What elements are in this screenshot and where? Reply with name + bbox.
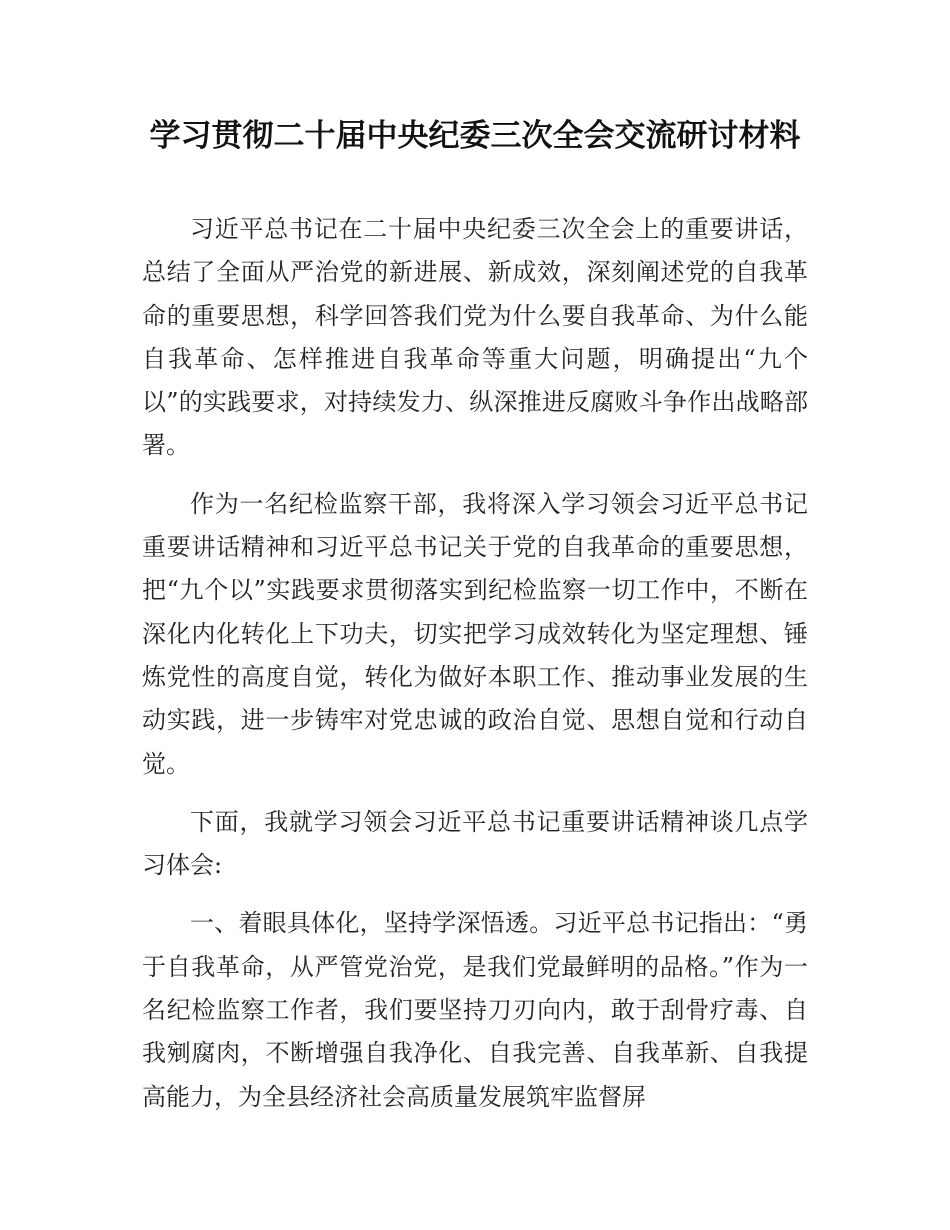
paragraph-2: 作为一名纪检监察干部，我将深入学习领会习近平总书记重要讲话精神和习近平总书记关于党的自我革命的重要思想，把“九个以”实践要求贯彻落实到纪检监察一切工作中，不断在深化内化转化上下功夫，切实把学习成效转化为坚定理想、锤炼党性的高度自觉，转化为做好本职工作、推动事业发展的生动实践，进一步铸牢对党忠诚的政治自觉、思想自觉和行动自觉。	[142, 489, 808, 778]
document-title: 学习贯彻二十届中央纪委三次全会交流研讨材料	[149, 118, 801, 154]
paragraph-3: 下面，我就学习领会习近平总书记重要讲话精神谈几点学习体会:	[142, 807, 808, 880]
paragraph-4: 一、着眼具体化，坚持学深悟透。习近平总书记指出：“勇于自我革命，从严管党治党，是我们党最鲜明的品格。”作为一名纪检监察工作者，我们要坚持刀刃向内，敢于刮骨疗毒、自我剜腐肉，不断增强自我净化、自我完善、自我革新、自我提高能力，为全县经济社会高质量发展筑牢监督屏	[142, 909, 808, 1111]
document-body	[142, 208, 808, 1134]
paragraph-1: 习近平总书记在二十届中央纪委三次全会上的重要讲话，总结了全面从严治党的新进展、新成效，深刻阐述党的自我革命的重要思想，科学回答我们党为什么要自我革命、为什么能自我革命、怎样推进自我革命等重大问题，明确提出“九个以”的实践要求，对持续发力、纵深推进反腐败斗争作出战略部署。	[142, 215, 808, 460]
